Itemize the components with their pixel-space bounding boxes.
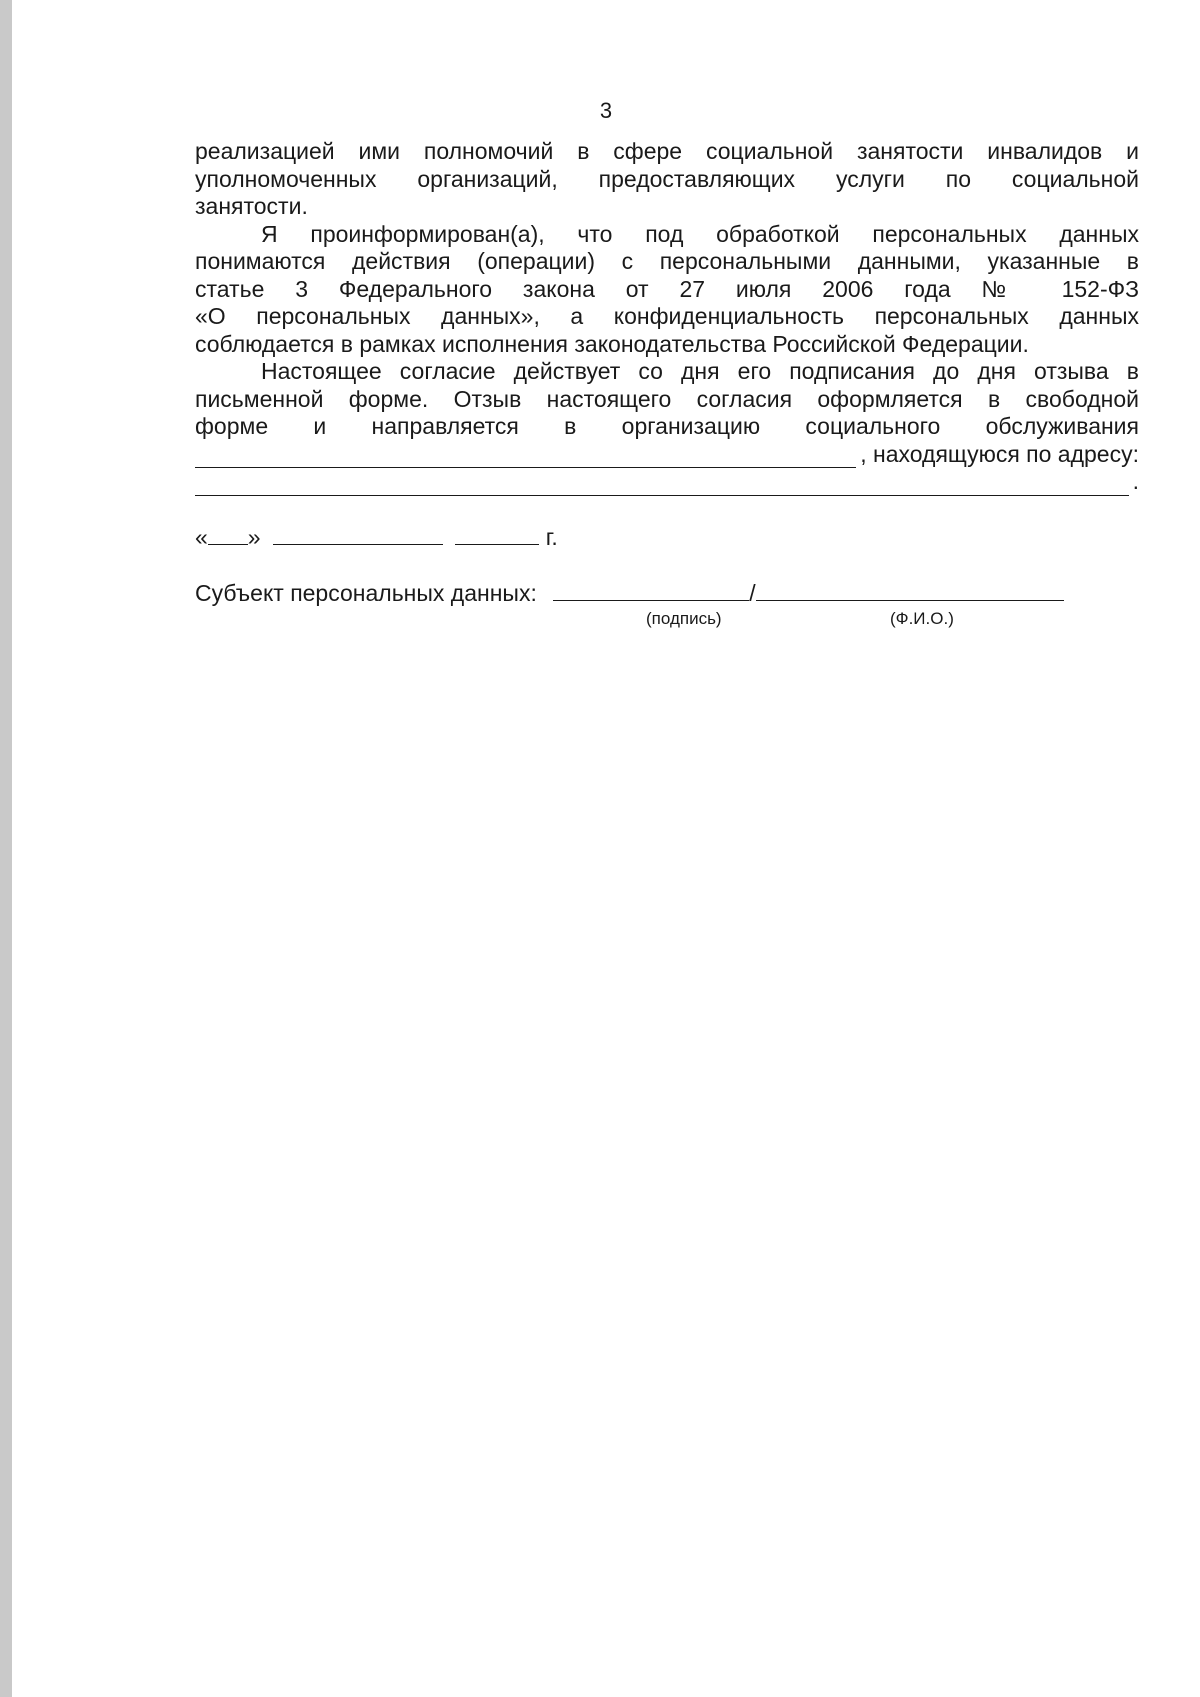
date-day-field[interactable]: [208, 524, 248, 545]
address-end-period: .: [1132, 468, 1139, 494]
organization-name-field[interactable]: [195, 447, 856, 468]
text-line: Я проинформирован(а), что под обработкой персональных данных: [261, 220, 1139, 247]
page-number: 3: [599, 98, 613, 123]
text-line: статье 3 Федерального закона от 27 июля 2006 года № 152-ФЗ: [195, 275, 1139, 302]
text-line: понимаются действия (операции) с персональными данными, указанные в: [195, 248, 1139, 274]
signature-line: [195, 580, 1064, 607]
organization-address-label: , находящуюся по адресу:: [860, 440, 1139, 467]
document-body: [195, 138, 1139, 496]
text-line: форме и направляется в организацию социального обслуживания: [195, 413, 1139, 439]
organization-address-row: [195, 468, 1139, 496]
date-line: [195, 524, 558, 551]
close-quote: »: [247, 524, 261, 550]
paragraph-consent-validity: [195, 358, 1139, 496]
signature-separator: /: [749, 580, 756, 606]
date-year-field[interactable]: [455, 524, 539, 545]
text-line: «О персональных данных», а конфиденциальность персональных данных: [195, 303, 1139, 329]
signature-field[interactable]: [553, 580, 749, 601]
full-name-caption: (Ф.И.О.): [890, 609, 954, 628]
signature-label: Субъект персональных данных:: [195, 580, 537, 606]
text-line: письменной форме. Отзыв настоящего согласия оформляется в свободной: [195, 385, 1139, 412]
organization-name-row: [195, 441, 1139, 469]
text-line: уполномоченных организаций, предоставляющих услуги по социальной: [195, 165, 1139, 192]
text-line: соблюдается в рамках исполнения законодательства Российской Федерации.: [195, 330, 1029, 357]
scan-edge-strip: [0, 0, 12, 1697]
date-month-field[interactable]: [273, 524, 443, 545]
document-page: [12, 0, 1200, 1697]
signature-caption: (подпись): [646, 609, 722, 628]
text-line: реализацией ими полномочий в сфере социальной занятости инвалидов и: [195, 138, 1139, 164]
full-name-field[interactable]: [756, 580, 1064, 601]
text-line: занятости.: [195, 193, 308, 219]
open-quote: «: [195, 524, 208, 550]
text-line: Настоящее согласие действует со дня его подписания до дня отзыва в: [261, 358, 1139, 384]
year-suffix: г.: [545, 524, 558, 550]
paragraph-continuation: [195, 138, 1139, 221]
organization-address-field[interactable]: [195, 475, 1129, 496]
paragraph-processing-info: [195, 221, 1139, 359]
